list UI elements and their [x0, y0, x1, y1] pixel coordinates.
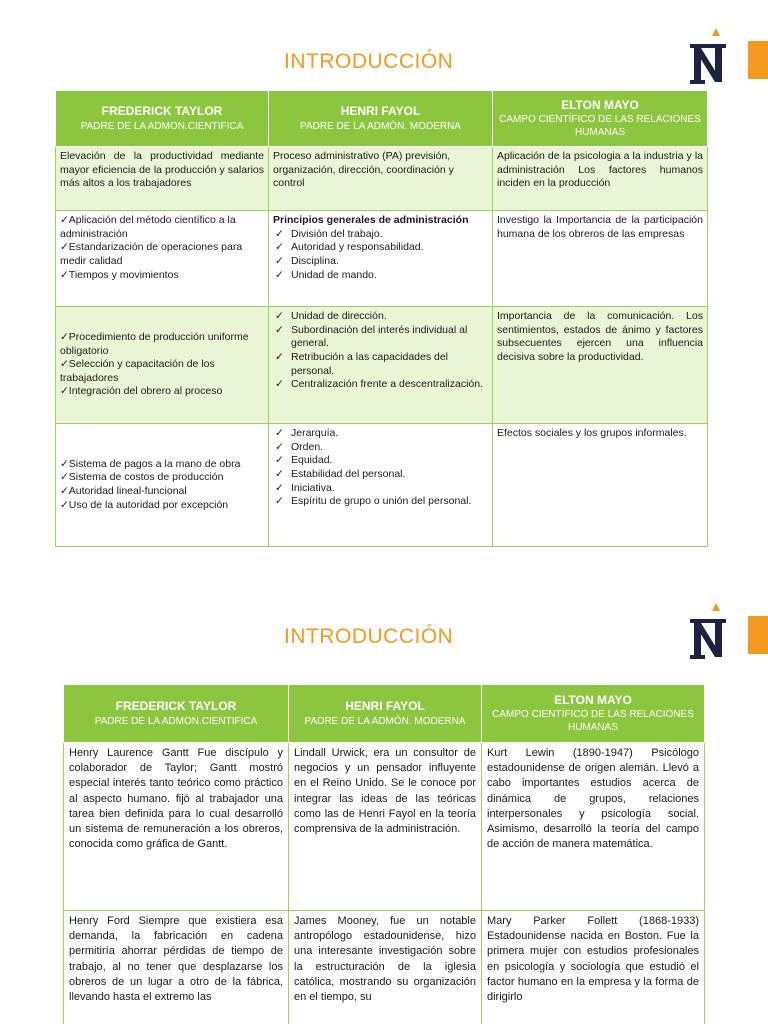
cell-mayo: Investigo la Importancia de la participación humana de los obreros de las empresas: [493, 211, 708, 307]
n-logo-icon: [686, 599, 734, 661]
cell-fayol: Lindall Urwick, era un consultor de negocios y un pensador influyente en el Reino Unido. Se le conoce por integrar las ideas de las teóricas como las de Henri Fayol en la teoría comprensiva de la administración.: [289, 743, 482, 911]
slide-2: [0, 575, 768, 1024]
cell-mayo: Efectos sociales y los grupos informales.: [493, 424, 708, 547]
cell-taylor: ✓Sistema de pagos a la mano de obra ✓Sistema de costos de producción ✓Autoridad lineal-funcional ✓Uso de la autoridad por excepción: [56, 424, 269, 547]
list-item: ✓ Autoridad y responsabilidad.: [273, 241, 488, 255]
cell-taylor: ✓Aplicación del método científico a la administración ✓Estandarización de operaciones para medir calidad ✓Tiempos y movimientos: [56, 211, 269, 307]
principles-heading: Principios generales de administración: [273, 214, 469, 226]
cell-fayol: [269, 424, 493, 547]
list-item: ✓ Unidad de mando.: [273, 269, 488, 283]
table-row: [56, 307, 708, 424]
header-taylor: FREDERICK TAYLOR PADRE DE LA ADMON.CIENTIFICA: [64, 685, 289, 743]
cell-mayo: Mary Parker Follett (1868-1933) Estadounidense nacida en Boston. Fue la primera mujer con estudios profesionales en psicología y sociología que estudió el factor humano en la empresa y la forma de dirigirlo: [482, 911, 705, 1024]
list-item: ✓ Unidad de dirección.: [273, 310, 488, 324]
cell-taylor: Elevación de la productividad mediante mayor eficiencia de la producción y salarios más altos a los trabajadores: [56, 147, 269, 211]
header-mayo: ELTON MAYO CAMPO CIENTÍFICO DE LAS RELACIONES HUMANAS: [482, 685, 705, 743]
cell-taylor: Henry Laurence Gantt Fue discípulo y colaborador de Taylor; Gantt mostró especial interés tanto teórico como práctico al aspecto humano. fijó al trabajador una tarea bien definida para lo cual desarrolló un sistema de remuneración a los obreros, conocida como gráfica de Gantt.: [64, 743, 289, 911]
list-item: ✓ Subordinación del interés individual al general.: [273, 324, 488, 351]
cell-mayo: Importancia de la comunicación. Los sentimientos, estados de ánimo y factores subsecuentes ejercen una influencia decisiva sobre la productividad.: [493, 307, 708, 424]
slide-title: INTRODUCCIÓN: [284, 625, 454, 648]
orange-accent-bar: [748, 616, 768, 654]
cell-mayo: Aplicación de la psicologia a la industria y la administración Los factores humanos inciden en la producción: [493, 147, 708, 211]
table-row: [64, 911, 705, 1024]
header-fayol: HENRI FAYOL PADRE DE LA ADMÓN. MODERNA: [289, 685, 482, 743]
cell-fayol: [269, 307, 493, 424]
list-item: ✓ Estabilidad del personal.: [273, 468, 488, 482]
cell-fayol: James Mooney, fue un notable antropólogo estadounidense, hizo una interesante investigación sobre la estructuración de la iglesia católica, mostrando su organización en el tiempo, su: [289, 911, 482, 1024]
list-item: ✓ Retribución a las capacidades del personal.: [273, 351, 488, 378]
list-item: ✓ Orden.: [273, 441, 488, 455]
header-fayol: HENRI FAYOL PADRE DE LA ADMÓN. MODERNA: [269, 91, 493, 147]
table-row: [56, 147, 708, 211]
orange-accent-bar: [748, 41, 768, 79]
cell-fayol: Proceso administrativo (PA) previsión, organización, dirección, coordinación y control: [269, 147, 493, 211]
cell-mayo: Kurt Lewin (1890-1947) Psicólogo estadounidense de origen alemán. Llevó a cabo importantes estudios acerca de dinámica de grupos, relaciones interpersonales y psicología social. Asimismo, desarrolló la teoría del campo de acción de manera matemática.: [482, 743, 705, 911]
table-row: [56, 211, 708, 307]
comparison-table: [55, 90, 708, 547]
header-taylor: FREDERICK TAYLOR PADRE DE LA ADMON.CIENTIFICA: [56, 91, 269, 147]
n-logo-icon: [686, 24, 734, 86]
list-item: ✓ Equidad.: [273, 454, 488, 468]
table-row: [56, 424, 708, 547]
header-mayo: ELTON MAYO CAMPO CIENTÍFICO DE LAS RELACIONES HUMANAS: [493, 91, 708, 147]
cell-taylor: Henry Ford Siempre que existiera esa demanda, la fabricación en cadena permitiría ahorrar pérdidas de tiempo de trabajo, al no tener que desplazarse los obreros de un lugar a otro de la fábrica, llevando hasta el extremo las: [64, 911, 289, 1024]
list-item: ✓ Centralización frente a descentralización.: [273, 378, 488, 392]
list-item: ✓ Disciplina.: [273, 255, 488, 269]
comparison-table: [63, 684, 705, 1024]
list-item: ✓ Iniciativa.: [273, 482, 488, 496]
table-row: [64, 743, 705, 911]
list-item: ✓ Jerarquía.: [273, 427, 488, 441]
list-item: ✓ Espíritu de grupo o unión del personal.: [273, 495, 488, 509]
slide-title: INTRODUCCIÓN: [284, 50, 454, 73]
list-item: ✓ División del trabajo.: [273, 228, 488, 242]
cell-taylor: ✓Procedimiento de producción uniforme obligatorio ✓Selección y capacitación de los trabajadores ✓Integración del obrero al proceso: [56, 307, 269, 424]
cell-fayol: [269, 211, 493, 307]
